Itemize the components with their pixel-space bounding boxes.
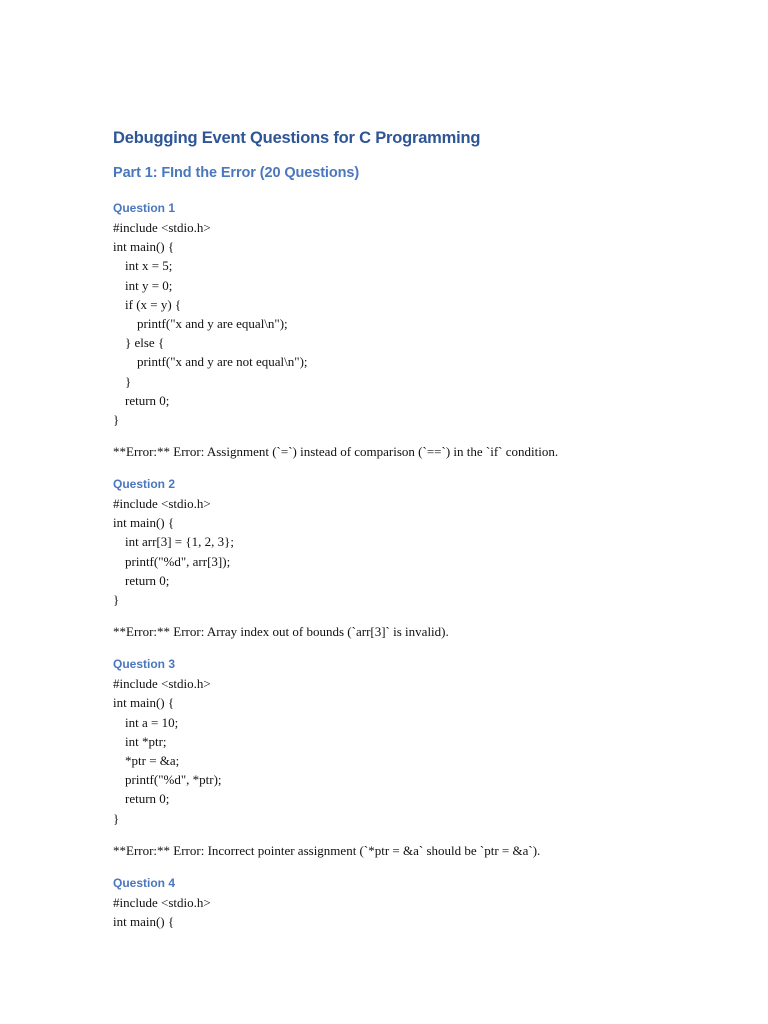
code-line: return 0;	[125, 572, 170, 588]
code-line: int main() {	[113, 515, 175, 531]
part-1-heading: Part 1: FInd the Error (20 Questions)	[113, 165, 360, 181]
code-line: }	[113, 810, 120, 826]
code-line: int y = 0;	[125, 277, 173, 293]
question-4-heading: Question 4	[113, 875, 176, 890]
document-title: Debugging Event Questions for C Programming	[113, 129, 481, 147]
code-line: }	[113, 411, 120, 427]
document-page	[113, 118, 733, 931]
code-line: int arr[3] = {1, 2, 3};	[125, 534, 234, 550]
code-line: #include <stdio.h>	[113, 496, 211, 512]
question-1-code	[113, 218, 733, 429]
code-line: if (x = y) {	[125, 296, 182, 312]
question-3-error: **Error:** Error: Incorrect pointer assignment (`*ptr = &a` should be `ptr = &a`).	[113, 842, 541, 858]
code-line: #include <stdio.h>	[113, 676, 211, 692]
code-line: printf("x and y are equal\n");	[137, 315, 288, 331]
code-line: #include <stdio.h>	[113, 220, 211, 235]
code-line: int x = 5;	[125, 258, 173, 274]
question-1-heading: Question 1	[113, 201, 176, 215]
code-line: *ptr = &a;	[125, 752, 180, 768]
code-line: int main() {	[113, 695, 175, 711]
code-line: return 0;	[125, 392, 170, 408]
question-2-code	[113, 494, 733, 609]
question-4-code	[113, 893, 733, 931]
question-2-error: **Error:** Error: Array index out of bounds (`arr[3]` is invalid).	[113, 624, 449, 640]
question-3-heading: Question 3	[113, 657, 176, 672]
code-line: int *ptr;	[125, 733, 167, 749]
code-line: printf("%d", *ptr);	[125, 772, 222, 788]
code-line: } else {	[125, 335, 165, 351]
code-line: printf("%d", arr[3]);	[125, 553, 231, 569]
code-line: int main() {	[113, 239, 175, 255]
code-line: }	[113, 592, 120, 607]
code-line: int a = 10;	[125, 714, 179, 730]
code-line: printf("x and y are not equal\n");	[137, 354, 308, 370]
code-line: #include <stdio.h>	[113, 894, 211, 910]
code-line: return 0;	[125, 791, 170, 807]
question-3-code	[113, 674, 733, 828]
code-line: }	[125, 373, 132, 389]
question-2-heading: Question 2	[113, 477, 176, 492]
code-line: int main() {	[113, 913, 175, 929]
question-1-error: **Error:** Error: Assignment (`=`) instead of comparison (`==`) in the `if` condition.	[113, 444, 559, 460]
